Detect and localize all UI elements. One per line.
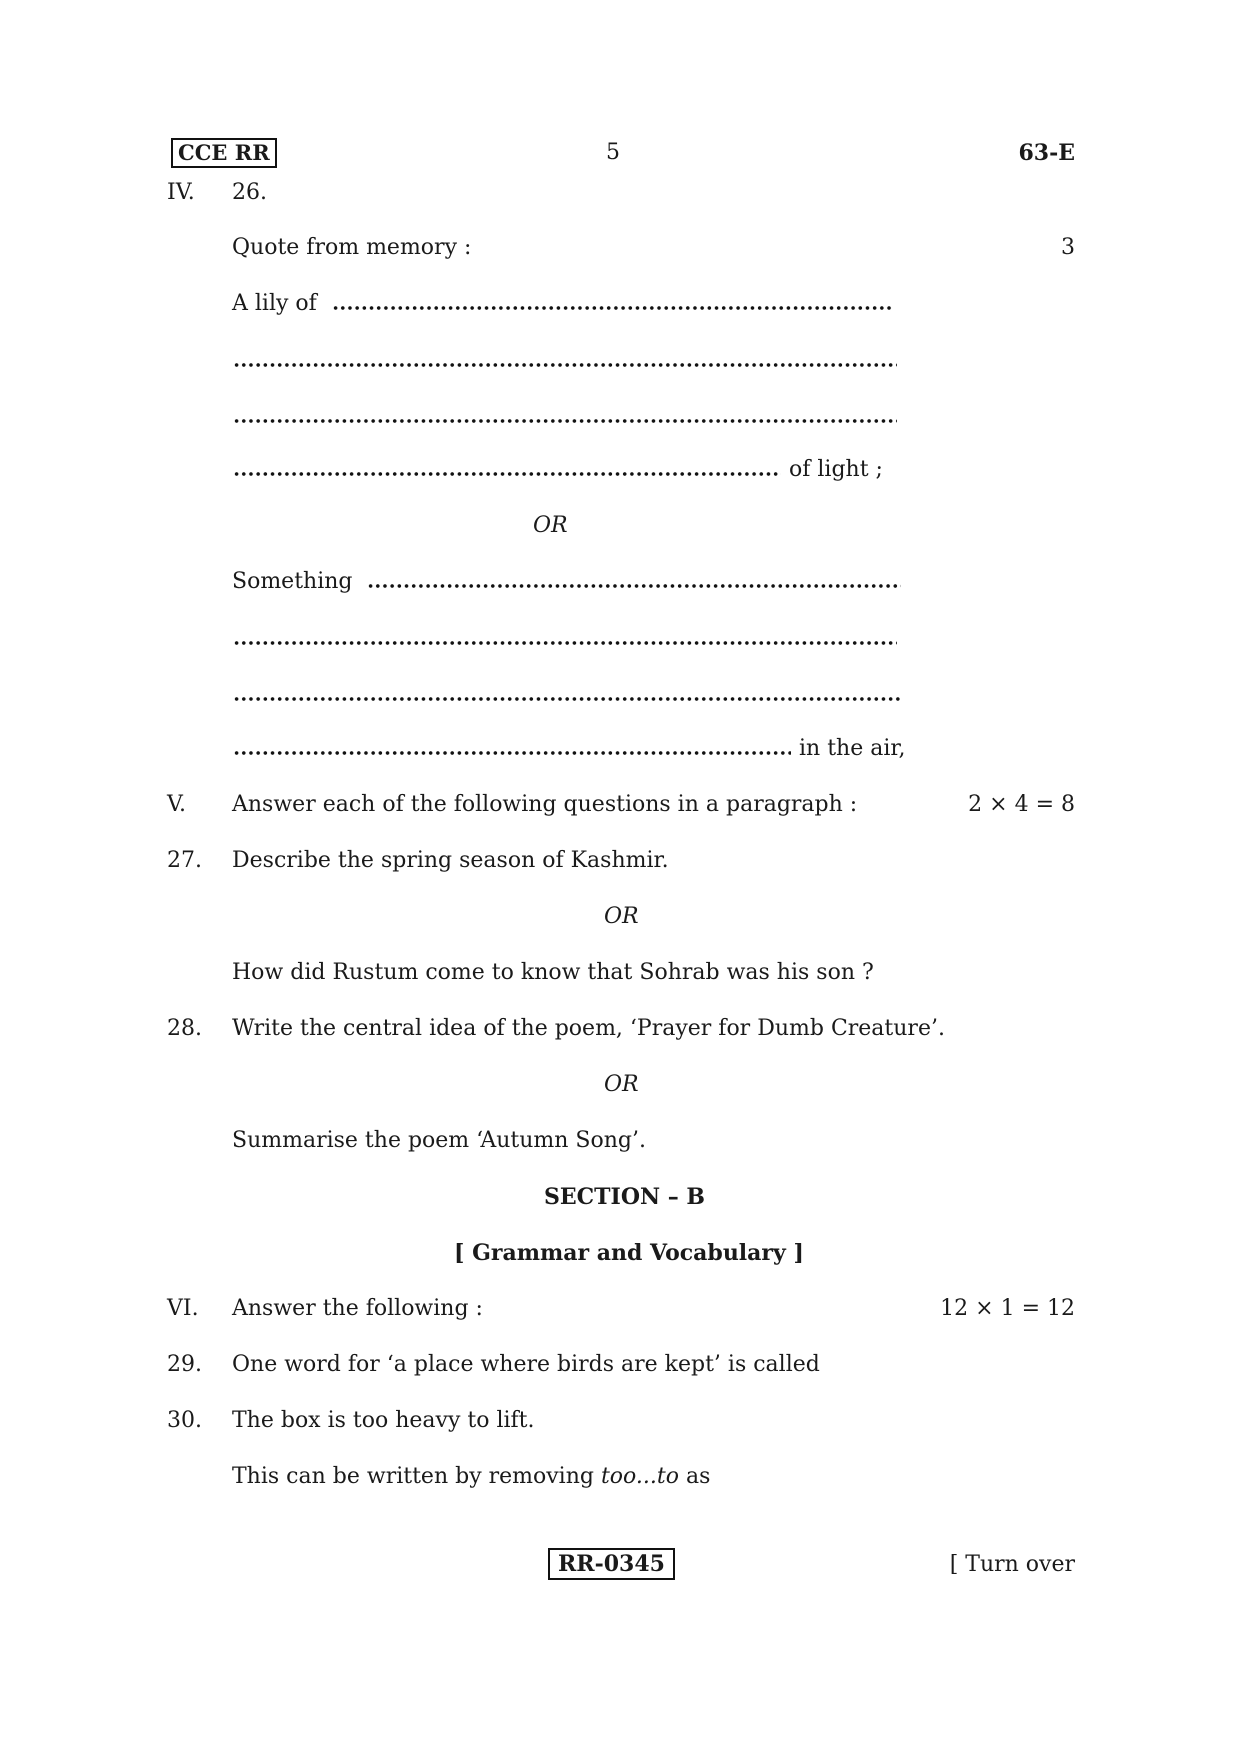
poem-b-end: in the air, [799,736,906,761]
poem-a-blank-line-4 [233,471,781,477]
q28-or-label: OR [604,1072,639,1097]
question-27-alternative: How did Rustum come to know that Sohrab was his son ? [232,960,874,985]
section-vi-instruction: Answer the following : [232,1296,483,1321]
question-27-text: Describe the spring season of Kashmir. [232,848,669,873]
section-v-roman: V. [167,792,187,817]
section-v-instruction: Answer each of the following questions in a paragraph : [232,792,858,817]
q26-marks: 3 [1061,235,1075,260]
poem-a-blank-line-1 [332,305,894,311]
page-number: 5 [606,140,620,165]
question-30-text: The box is too heavy to lift. [232,1408,535,1433]
rr-code-box: RR-0345 [548,1548,675,1580]
question-28-alternative: Summarise the poem ‘Autumn Song’. [232,1128,646,1153]
section-iv-roman: IV. [167,180,195,205]
poem-a-blank-line-2 [233,362,897,368]
poem-a-end: of light ; [789,457,883,482]
question-30-number: 30. [167,1408,202,1433]
section-vi-roman: VI. [167,1296,199,1321]
section-v-marks: 2 × 4 = 8 [968,792,1075,817]
q30-instruction-italic: too...to [600,1464,679,1489]
paper-code: 63-E [1018,140,1075,166]
question-27-number: 27. [167,848,202,873]
section-b-title: SECTION – B [544,1184,706,1210]
question-30-instruction [232,1464,710,1490]
question-29-text: One word for ‘a place where birds are kept’ is called [232,1352,820,1377]
poem-a-start: A lily of [232,291,317,316]
q27-or-label: OR [604,904,639,929]
question-26-number: 26. [232,180,267,205]
poem-b-blank-line-1 [367,583,901,589]
question-28-text: Write the central idea of the poem, ‘Prayer for Dumb Creature’. [232,1016,945,1041]
q30-instruction-before: This can be written by removing [232,1464,594,1489]
poem-b-blank-line-4 [233,750,791,756]
q30-instruction-after: as [685,1464,711,1489]
turn-over-label: [ Turn over [949,1552,1075,1577]
q26-or-label: OR [533,513,568,538]
cce-rr-code-box: CCE RR [171,138,277,168]
section-b-subtitle: [ Grammar and Vocabulary ] [454,1240,804,1266]
poem-a-blank-line-3 [233,418,897,424]
question-29-number: 29. [167,1352,202,1377]
q26-instruction: Quote from memory : [232,235,472,260]
question-28-number: 28. [167,1016,202,1041]
poem-b-start: Something [232,569,353,594]
poem-b-blank-line-3 [233,696,900,702]
section-vi-marks: 12 × 1 = 12 [940,1296,1075,1321]
poem-b-blank-line-2 [233,640,897,646]
